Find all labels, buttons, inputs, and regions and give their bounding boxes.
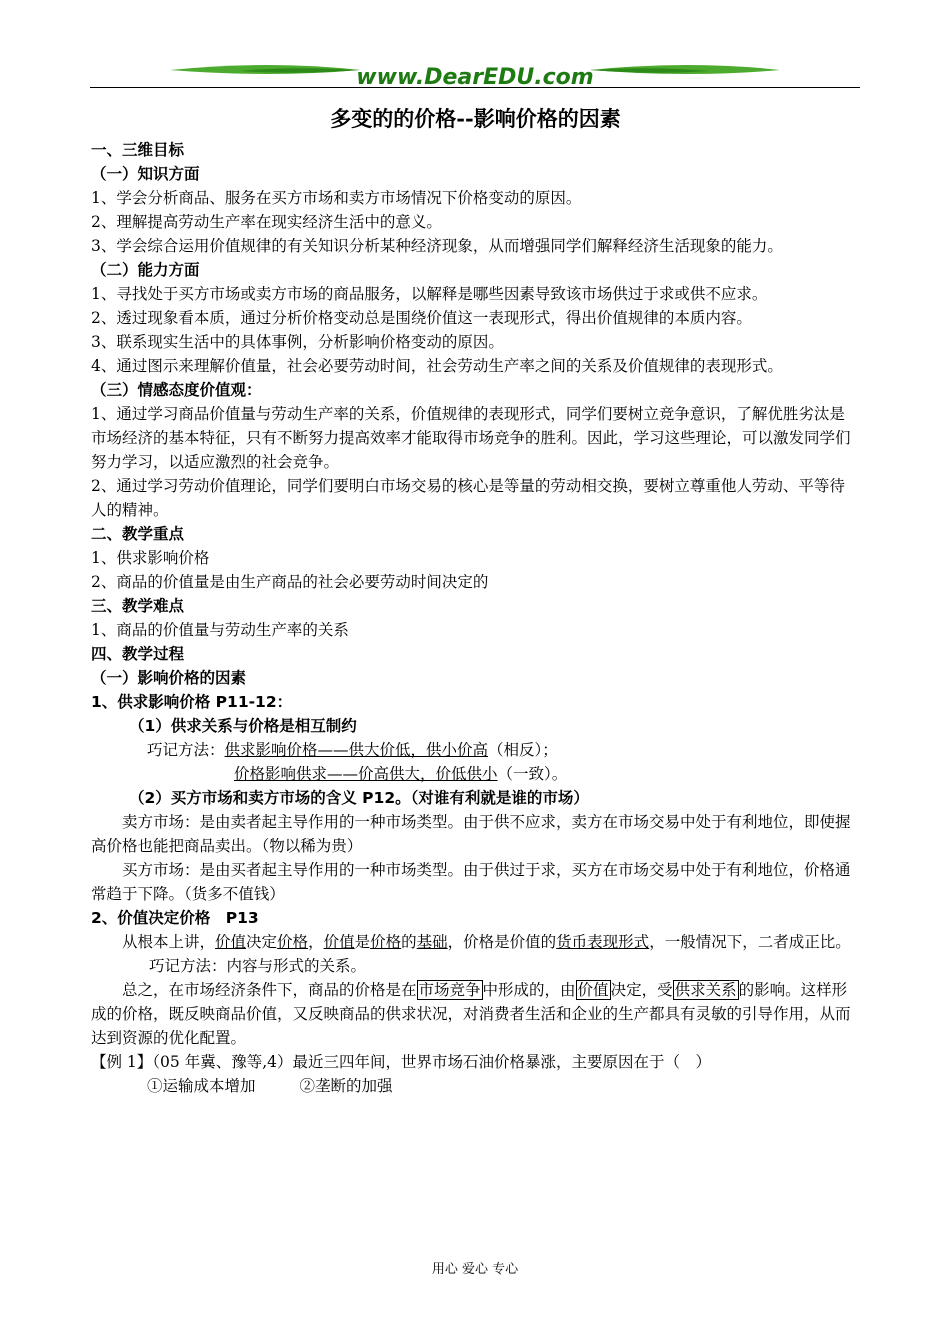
paragraph-seller-market: 卖方市场：是由卖者起主导作用的一种市场类型。由于供不应求，卖方在市场交易中处于有利地位，即使握高价格也能把商品卖出。（物以稀为贵） xyxy=(91,813,851,855)
mnemonic-tail: （一致）。 xyxy=(497,765,568,783)
paragraph: 2、透过现象看本质，通过分析价格变动总是围绕价值这一表现形式，得出价值规律的本质内容。 xyxy=(91,309,752,327)
mnemonic-tail: （相反）； xyxy=(488,741,558,759)
underlined-term: 货币表现形式 xyxy=(556,933,650,951)
text-run: 是 xyxy=(354,933,371,951)
paragraph: 1、学会分析商品、服务在买方市场和卖方市场情况下价格变动的原因。 xyxy=(91,189,582,207)
underlined-term: 价格 xyxy=(277,933,309,951)
paragraph: 1、供求影响价格 xyxy=(91,549,210,567)
option-1: ①运输成本增加 xyxy=(147,1077,256,1095)
site-header-banner xyxy=(90,58,860,90)
subheading-knowledge: （一）知识方面 xyxy=(91,165,200,183)
header-rule xyxy=(90,87,860,88)
paragraph: 2、通过学习劳动价值理论，同学们要明白市场交易的核心是等量的劳动相交换，要树立尊重他人劳动、平等待人的精神。 xyxy=(91,477,845,519)
text-run: 决定，受 xyxy=(610,981,673,999)
item-mutual-restriction: （1）供求关系与价格是相互制约 xyxy=(129,717,357,735)
paragraph-value-price xyxy=(91,930,860,978)
paragraph: 2、商品的价值量是由生产商品的社会必要劳动时间决定的 xyxy=(91,573,489,591)
underlined-term: 价值 xyxy=(215,933,247,951)
paragraph: 1、通过学习商品价值量与劳动生产率的关系，价值规律的表现形式，同学们要树立竞争意识，了解优胜劣汰是市场经济的基本特征，只有不断努力提高效率才能取得市场竞争的胜利。因此，学习这些理论，可以激发同学们努力学习，以适应激烈的社会竞争。 xyxy=(91,405,851,471)
paragraph: 2、理解提高劳动生产率在现实经济生活中的意义。 xyxy=(91,213,442,231)
mnemonic-supply-affects-price: 供求影响价格——供大价低，供小价高 xyxy=(224,741,489,759)
mnemonic-line-1 xyxy=(91,738,860,762)
text-run: 的影响。这样形成的价格，既反映商品价值，又反映商品的供求状况，对消费者生活和企业的生产都具有灵敏的引导作用，从而达到资源的优化配置。 xyxy=(91,981,851,1047)
text-run: ，价格是价值的 xyxy=(447,933,557,951)
section-heading-objectives: 一、三维目标 xyxy=(91,141,185,159)
leaf-banner-graphic xyxy=(90,58,860,90)
mnemonic-label: 巧记方法： xyxy=(147,741,225,759)
underlined-term: 价格 xyxy=(370,933,402,951)
text-run: ，一般情况下，二者成正比。 xyxy=(649,933,851,951)
text-run: 从根本上讲， xyxy=(122,933,216,951)
boxed-term-value: 价值 xyxy=(577,981,609,999)
subheading-ability: （二）能力方面 xyxy=(91,261,200,279)
underlined-term: 价值 xyxy=(323,933,355,951)
underlined-term: 基础 xyxy=(416,933,448,951)
item-buyer-seller-market: （2）买方市场和卖方市场的含义 P12。（对谁有利就是谁的市场） xyxy=(129,789,589,807)
section-heading-difficulties: 三、教学难点 xyxy=(91,597,185,615)
example-options xyxy=(91,1074,860,1098)
text-run: 总之，在市场经济条件下，商品的价格是在 xyxy=(122,981,417,999)
mnemonic-price-affects-supply: 价格影响供求——价高供大，价低供小 xyxy=(234,765,498,783)
example-question: 【例 1】（05 年冀、豫等,4）最近三四年间，世界市场石油价格暴涨，主要原因在于（ ） xyxy=(91,1053,711,1071)
paragraph: 3、学会综合运用价值规律的有关知识分析某种经济现象，从而增强同学们解释经济生活现象的能力。 xyxy=(91,237,783,255)
site-url-text: www.DearEDU.com xyxy=(356,65,594,90)
boxed-term-market-competition: 市场竞争 xyxy=(418,981,481,999)
text-run: 决定 xyxy=(246,933,278,951)
page-title: 多变的的价格--影响价格的因素 xyxy=(330,106,621,131)
paragraph: 4、通过图示来理解价值量，社会必要劳动时间，社会劳动生产率之间的关系及价值规律的表现形式。 xyxy=(91,357,783,375)
text-run: ， xyxy=(308,933,324,951)
paragraph: 3、联系现实生活中的具体事例，分析影响价格变动的原因。 xyxy=(91,333,504,351)
paragraph-summary xyxy=(91,978,860,1050)
option-2: ②垄断的加强 xyxy=(299,1077,393,1095)
mnemonic-content-form: 巧记方法：内容与形式的关系。 xyxy=(149,957,367,975)
section-heading-key-points: 二、教学重点 xyxy=(91,525,185,543)
section-heading-process: 四、教学过程 xyxy=(91,645,185,663)
text-run: 的 xyxy=(401,933,417,951)
paragraph: 1、商品的价值量与劳动生产率的关系 xyxy=(91,621,349,639)
item-value-determines-price: 2、价值决定价格 P13 xyxy=(91,909,259,927)
paragraph-buyer-market: 买方市场：是由买者起主导作用的一种市场类型。由于供过于求，买方在市场交易中处于有利地位，价格通常趋于下降。（货多不值钱） xyxy=(91,861,851,903)
item-supply-demand: 1、供求影响价格 P11-12： xyxy=(91,693,293,711)
paragraph: 1、寻找处于买方市场或卖方市场的商品服务，以解释是哪些因素导致该市场供过于求或供不应求。 xyxy=(91,285,768,303)
page-footer: 用心 爱心 专心 xyxy=(431,1262,519,1277)
subheading-price-factors: （一）影响价格的因素 xyxy=(91,669,247,687)
document-body xyxy=(91,100,860,1098)
text-run: 中形成的，由 xyxy=(482,981,576,999)
subheading-attitude: （三）情感态度价值观： xyxy=(91,381,262,399)
mnemonic-line-2 xyxy=(91,762,860,786)
boxed-term-supply-demand: 供求关系 xyxy=(674,981,737,999)
